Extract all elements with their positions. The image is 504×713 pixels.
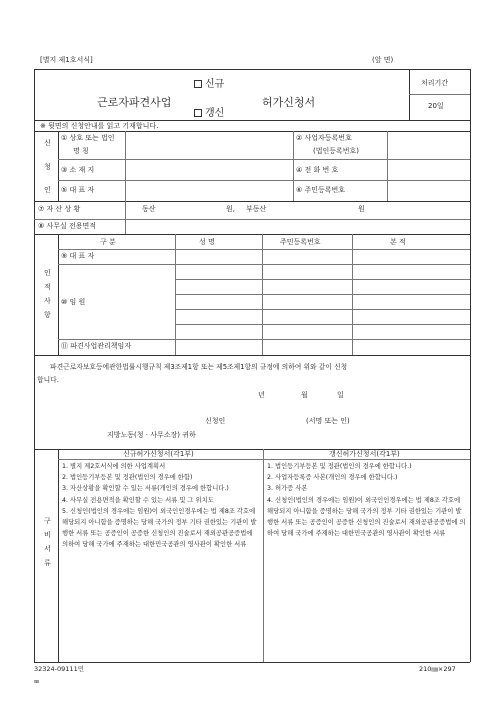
- applicant-side-1: 신: [44, 139, 51, 147]
- address-field[interactable]: [127, 161, 291, 178]
- docs-side-1: 구: [44, 517, 51, 525]
- date-year: 년: [258, 391, 265, 399]
- col-header-domicile: 본 적: [390, 238, 406, 246]
- page-side: (앞 면): [372, 56, 394, 64]
- biz-no-label-1: ② 사업자등록번호: [296, 134, 352, 142]
- date-day: 일: [337, 391, 344, 399]
- applicant-label-divider-1: [125, 131, 126, 201]
- new-docs-list: [62, 461, 260, 551]
- personnel-row-1: [58, 249, 470, 250]
- personnel-side-2: 적: [44, 283, 51, 291]
- form-code: 32324-09111민: [34, 665, 84, 673]
- phone-label: ④ 전 화 번 호: [296, 166, 339, 174]
- declaration-text-1: 파견근로자보호등에관한법률시행규칙 제3조제1항 또는 제5조제1항의 규정에 의하여 위와 같이 신청: [50, 363, 348, 371]
- renew-doc-1: 1. 법인등기부등본 및 정관(법인의 경우에 한합니다.): [267, 463, 412, 470]
- assets-movable-label: 동산: [142, 205, 156, 213]
- new-doc-2: 2. 법인등기부등본 및 정관(법인의 경우에 한함): [62, 474, 193, 482]
- biz-no-label-2: (법인등록번호): [313, 147, 360, 155]
- personnel-row-6: [175, 324, 470, 325]
- line-docs-top: [34, 449, 470, 450]
- applicant-side-divider: [58, 131, 59, 201]
- manager-row-label: ⑪ 파견사업관리책임자: [61, 342, 132, 350]
- rrn-label: ⑥ 주민등록번호: [296, 186, 346, 194]
- personnel-side-4: 항: [44, 311, 51, 319]
- personnel-side-1: 인: [44, 269, 51, 277]
- personnel-side-divider: [58, 234, 59, 355]
- renew-doc-3: 3. 허가증 사본: [267, 485, 308, 493]
- declaration-text-2: 합니다.: [37, 376, 59, 384]
- paper-size: 210㎜×297: [419, 665, 456, 673]
- rep-row-label: ⑨ 대 표 자: [61, 252, 95, 260]
- option-new-label: 신규: [205, 79, 225, 90]
- frame-top: [34, 69, 470, 70]
- docs-side-divider: [58, 449, 59, 662]
- address-label: ③ 소 재 지: [61, 166, 95, 174]
- col-header-rrn: 주민등록번호: [280, 238, 321, 246]
- col-header-category: 구 분: [100, 238, 116, 246]
- personnel-row-3: [175, 279, 470, 280]
- renew-docs-list: [267, 461, 467, 539]
- officers-row-label: ⑩ 임 원: [61, 298, 86, 306]
- line-assets-top: [34, 201, 470, 202]
- new-doc-3: 3. 자산상황을 확인할 수 있는 서류(개인의 경우에 한합니다.): [62, 485, 229, 493]
- assets-label: ⑦ 자 산 상 황: [38, 205, 81, 213]
- applicant-label-divider-2: [387, 131, 388, 201]
- period-mid-line: [409, 94, 470, 95]
- docs-header-line: [58, 459, 470, 460]
- office-divider: [125, 219, 126, 234]
- frame-left: [34, 69, 35, 662]
- personnel-row-2: [58, 264, 470, 265]
- title-main: 근로자파견사업: [97, 96, 172, 109]
- new-doc-1: 1. 별지 제2호서식에 의한 사업계획서: [62, 463, 166, 470]
- form-number: [별지 제1호서식]: [40, 56, 93, 64]
- line-applicant-top: [34, 131, 470, 132]
- docs-side-4: 류: [44, 559, 51, 567]
- applicant-sign-label: 신청인: [205, 417, 226, 425]
- rrn-field[interactable]: [389, 182, 468, 199]
- docs-side-2: 비: [44, 531, 51, 539]
- renew-docs-header: 갱신허가신청서(각1부): [329, 450, 400, 458]
- phone-field[interactable]: [389, 161, 468, 178]
- docs-side-3: 서: [44, 545, 51, 553]
- period-value: 20일: [428, 102, 444, 110]
- docs-mid-divider: [263, 449, 264, 662]
- renew-checkbox[interactable]: [194, 109, 202, 117]
- line-note-top: [34, 120, 470, 121]
- rep-label: ⑤ 대 표 자: [61, 186, 95, 194]
- new-doc-4: 4. 사무실 전용면적을 확인할 수 있는 서류 및 그 위치도: [62, 496, 214, 504]
- title-suffix: 허가신청서: [262, 96, 316, 109]
- note-text: ※ 뒷면의 신청안내를 읽고 기재합니다.: [40, 122, 159, 130]
- frame-bottom: [34, 662, 470, 663]
- renew-doc-2: 2. 사업자등록증 사본(개인의 경우에 한합니다.): [267, 474, 398, 482]
- frame-right: [470, 69, 471, 662]
- applicant-row-line-1: [58, 159, 470, 160]
- name-label-1: ① 상호 또는 법인: [61, 134, 115, 142]
- name-label-2: 명 칭: [73, 147, 89, 155]
- applicant-row-line-2: [58, 180, 470, 181]
- applicant-side-3: 인: [44, 186, 51, 194]
- recipient: 지방노동(청 · 사무소장) 귀하: [107, 431, 196, 439]
- line-declaration-top: [34, 355, 470, 356]
- new-checkbox[interactable]: [194, 80, 202, 88]
- personnel-row-7: [58, 339, 470, 340]
- personnel-side-3: 사: [44, 297, 51, 305]
- date-month: 월: [301, 391, 308, 399]
- option-renew-label: 갱신: [205, 108, 225, 119]
- biz-no-field[interactable]: [389, 133, 468, 157]
- line-personnel-top: [34, 234, 470, 235]
- company-name-field[interactable]: [127, 133, 291, 157]
- new-docs-header: 신규허가신청서(각1부): [123, 450, 194, 458]
- renew-doc-4: 4. 신청인(법인의 경우에는 임원)이 외국인인경우에는 법 제8조 각호에 해당되지 아니함을 증명하는 당해 국가의 정부 기타 권한있는 기관이 발행한 서류 또는 공증인이 공증한 신청인의 진술로서 재외공관공증법에 의하여 당해 국가에 주재하는 대한민국공관의 영사관이 확인한 서류: [267, 496, 466, 538]
- assets-immovable-label: 부동산: [246, 205, 267, 213]
- rep-field[interactable]: [127, 182, 291, 199]
- applicant-side-2: 청: [44, 163, 51, 171]
- office-area-label: ⑧ 사무실 전용면적: [38, 222, 97, 230]
- personnel-row-5: [175, 309, 470, 310]
- footer-mark: ㎜: [34, 679, 40, 685]
- office-area-field[interactable]: [127, 220, 468, 233]
- personnel-row-4: [175, 294, 470, 295]
- col-header-name: 성 명: [199, 238, 215, 246]
- option-renew[interactable]: [194, 104, 224, 119]
- new-doc-5: 5. 신청인(법인의 경우에는 임원)이 외국인인경우에는 법 제8조 각호에 해당되지 아니함을 증명하는 당해 국가의 정부 기타 권한있는 기관이 발행한 서류 또는 공증인이 공증한 신청인의 진술로서 재외공관공증법에 의하여 당해 국가에 주재하는 대한민국공관의 영사관이 확인한 서류: [62, 507, 257, 549]
- applicant-mid-divider: [293, 131, 294, 201]
- assets-divider: [125, 201, 126, 219]
- assets-unit-1: 원,: [226, 205, 235, 213]
- signature-label: (서명 또는 인): [306, 417, 350, 425]
- assets-unit-2: 원: [358, 205, 365, 213]
- option-new[interactable]: [194, 75, 224, 90]
- period-label: 처리기간: [421, 79, 449, 87]
